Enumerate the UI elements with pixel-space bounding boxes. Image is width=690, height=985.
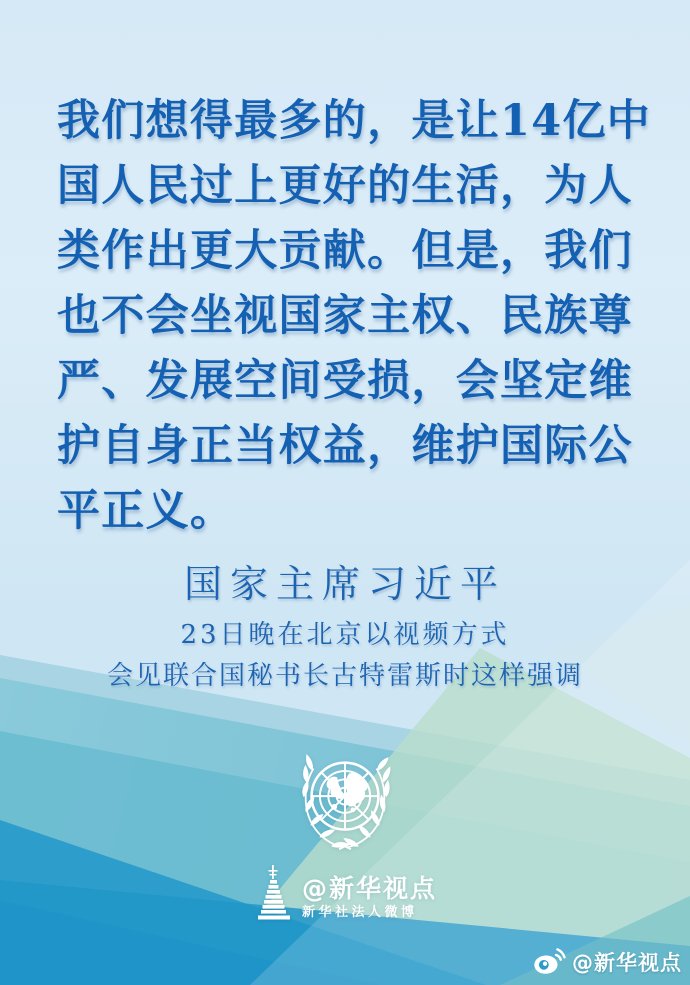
quote-line: 也不会坐视国家主权、民族尊: [57, 291, 633, 341]
attribution-context-line: 会见联合国秘书长古特雷斯时这样强调: [106, 661, 583, 691]
xinhua-logo-text: [302, 875, 437, 922]
speaker-name: 国家主席习近平: [183, 562, 506, 606]
weibo-watermark: [532, 947, 682, 977]
quote-line: 严、发展空间受损，会坚定维: [57, 356, 633, 406]
weibo-icon: [532, 947, 566, 977]
quote-text: [57, 89, 657, 544]
globe-grid: [312, 763, 379, 830]
attribution-block: [0, 560, 690, 692]
quote-line: 我们想得最多的，是让14亿中: [57, 96, 652, 146]
united-nations-emblem-icon: [286, 750, 404, 854]
xinhua-subtitle: 新华社法人微博: [301, 905, 418, 920]
xinhua-building-icon: [253, 864, 293, 922]
quote-line: 国人民过上更好的生活，为人: [57, 161, 633, 211]
quote-line: 平正义。: [57, 486, 235, 536]
quote-line: 类作出更大贡献。但是，我们: [57, 226, 633, 276]
attribution-context-line: 23日晚在北京以视频方式: [180, 620, 510, 650]
globe-landmasses: [327, 773, 368, 812]
watermark-handle: @新华视点: [572, 951, 682, 975]
xinhua-logo-block: [0, 864, 690, 922]
quote-line: 护自身正当权益，维护国际公: [57, 421, 633, 471]
xinhua-handle: @新华视点: [301, 874, 437, 903]
